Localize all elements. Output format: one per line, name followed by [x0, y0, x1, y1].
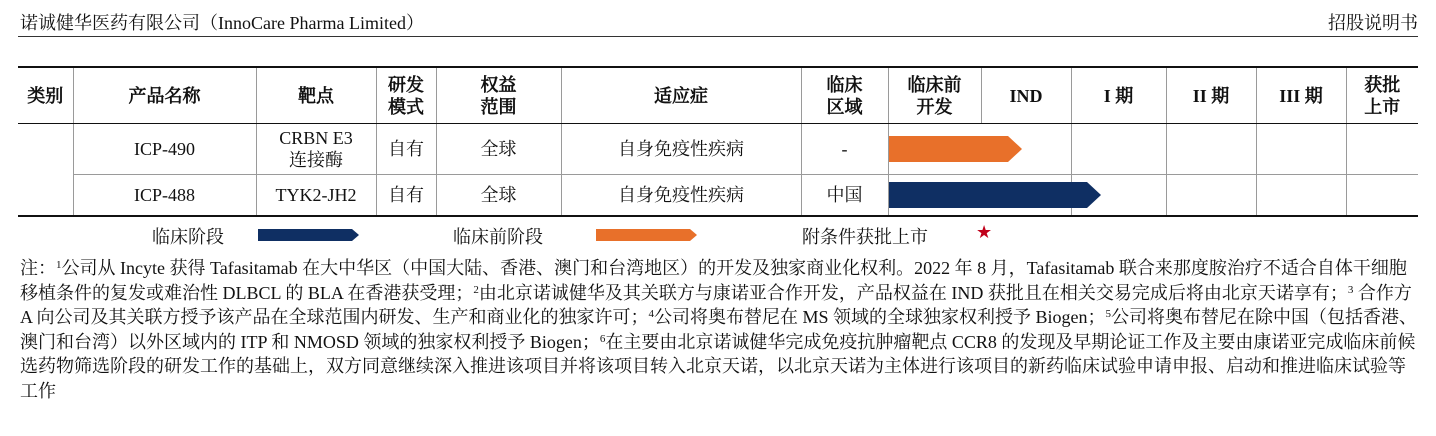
legend-clinical-swatch [258, 228, 360, 242]
legend-clinical-label: 临床阶段 [152, 227, 224, 247]
col-mode: 研发 模式 [376, 67, 436, 124]
progress-bar-preclinical [889, 136, 1022, 162]
col-rights: 权益 范围 [436, 67, 561, 124]
company-name: 诺诚健华医药有限公司（InnoCare Pharma Limited） [20, 13, 424, 33]
pipeline-table [18, 66, 1418, 217]
col-preclinical: 临床前 开发 [888, 67, 981, 124]
col-phase2: II 期 [1166, 67, 1256, 124]
legend-preclinical-swatch [596, 228, 698, 242]
col-region: 临床 区域 [801, 67, 888, 124]
footnotes [20, 256, 1420, 403]
col-ind: IND [981, 67, 1071, 124]
rights-cell: 全球 [436, 124, 561, 175]
col-approval: 获批 上市 [1346, 67, 1418, 124]
product-name: ICP-488 [73, 175, 256, 217]
col-phase1: I 期 [1071, 67, 1166, 124]
legend-conditional-label: 附条件获批上市 [802, 227, 928, 247]
footnote-text: 注：$^1$公司从 Incyte 获得 Tafasitamab 在大中华区（中国大陆、香港、澳门和台湾地区）的开发及独家商业化权利。2022 年 8 月，Tafasitamab 联合来那度胺治疗不适合自体干细胞移植条件的复发或难治性 DLBCL 的 BLA 在香港获受理；$^2$由北京诺诚健华及其关联方与康诺亚合作开发，产品权益在 IND 获批且在相关交易完成后将由北京天诺享有；$^3$ 合作方 A 向公司及其关联方授予该产品在全球范围内研发、生产和商业化的独家许可；$^4$公司将奥布替尼在 MS 领域的全球独家权利授予 Biogen；$^5$公司将奥布替尼在除中国（包括香港、澳门和台湾）以外区域内的 ITP 和 NMOSD 领域的独家权利授予 Biogen；$^6$在主要由北京诺诚健华完成免疫抗肿瘤靶点 CCR8 的发现及早期论证工作及主要由康诺亚完成临床前候选药物筛选阶段的研发工作的基础上，双方同意继续深入推进该项目并将该项目转入北京天诺，以北京天诺为主体进行该项目的新药临床试验申请申报、启动和推进临床试验等工作 [20, 258, 1418, 401]
col-indication: 适应症 [561, 67, 801, 124]
table-row [18, 124, 1418, 175]
product-name: ICP-490 [73, 124, 256, 175]
indication-cell: 自身免疫性疾病 [561, 175, 801, 217]
legend [0, 223, 1436, 249]
table-row [18, 175, 1418, 217]
category-cell [18, 124, 73, 217]
star-icon: ★ [976, 222, 993, 242]
legend-preclinical-label: 临床前阶段 [453, 227, 543, 247]
progress-cell [888, 124, 981, 175]
progress-bar-clinical [889, 182, 1101, 208]
target-cell: TYK2-JH2 [256, 175, 376, 217]
rights-cell: 全球 [436, 175, 561, 217]
col-phase3: III 期 [1256, 67, 1346, 124]
target-cell: CRBN E3 连接酶 [256, 124, 376, 175]
header-divider [18, 36, 1418, 37]
col-product: 产品名称 [73, 67, 256, 124]
document-title: 招股说明书 [1328, 13, 1418, 33]
progress-cell [888, 175, 981, 217]
region-cell: 中国 [801, 175, 888, 217]
col-target: 靶点 [256, 67, 376, 124]
indication-cell: 自身免疫性疾病 [561, 124, 801, 175]
table-header-row [18, 67, 1418, 124]
region-cell: - [801, 124, 888, 175]
mode-cell: 自有 [376, 124, 436, 175]
col-category: 类别 [18, 67, 73, 124]
mode-cell: 自有 [376, 175, 436, 217]
